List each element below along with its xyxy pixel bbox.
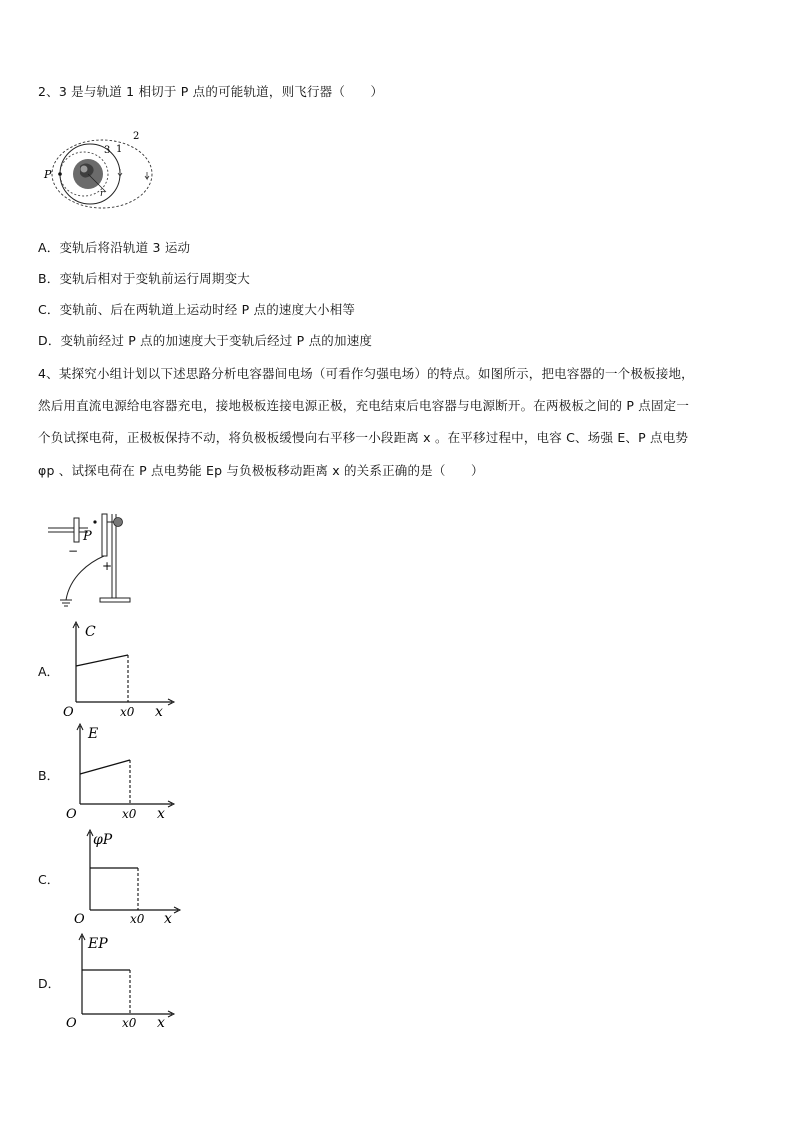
orbit-label-3: 3	[104, 145, 111, 156]
graph-option-d	[60, 930, 180, 1030]
graph-option-c	[60, 826, 185, 926]
question-3-stem: 2、3 是与轨道 1 相切于 P 点的可能轨道，则飞行器（ ）	[38, 84, 384, 99]
option-b: B．变轨后相对于变轨前运行周期变大	[38, 271, 250, 286]
graph-a-x0: x0	[120, 705, 135, 719]
graph-a-xlabel: x	[155, 704, 163, 720]
graph-b-ylabel: E	[88, 726, 99, 742]
graph-option-b-label: B．	[38, 768, 60, 783]
graph-d-xlabel: x	[157, 1015, 165, 1030]
graph-c-ylabel: φP	[93, 832, 113, 848]
question-4-line-1: 4、某探究小组计划以下述思路分析电容器间电场（可看作匀强电场）的特点。如图所示，把电容器的一个极板接地，	[38, 366, 694, 381]
option-d: D．变轨前经过 P 点的加速度大于变轨后经过 P 点的加速度	[38, 333, 373, 348]
graph-c-origin: O	[74, 912, 85, 926]
graph-option-a-label: A．	[38, 664, 60, 679]
capacitor-label-p: P	[83, 529, 92, 544]
graph-b-x0: x0	[122, 807, 137, 821]
option-c: C．变轨前、后在两轨道上运动时经 P 点的速度大小相等	[38, 302, 356, 317]
graph-b-xlabel: x	[157, 806, 165, 822]
graph-a-origin: O	[63, 705, 74, 720]
question-4-line-2: 然后用直流电源给电容器充电，接地极板连接电源正极，充电结束后电容器与电源断开。在两极板之间的 P 点固定一	[38, 398, 690, 413]
orbit-diagram	[40, 122, 160, 214]
orbit-label-1: 1	[116, 144, 123, 155]
orbit-label-2: 2	[133, 131, 140, 142]
question-4-line-3: 个负试探电荷，正极板保持不动，将负极板缓慢向右平移一小段距离 x 。在平移过程中，电容 C、场强 E、P 点电势	[38, 430, 689, 445]
graph-a-ylabel: C	[85, 624, 96, 640]
question-4-line-4: φp 、试探电荷在 P 点电势能 Ep 与负极板移动距离 x 的关系正确的是（ ）	[38, 463, 484, 478]
option-a: A．变轨后将沿轨道 3 运动	[38, 240, 191, 255]
graph-d-x0: x0	[122, 1016, 137, 1030]
graph-d-origin: O	[66, 1016, 77, 1030]
graph-c-xlabel: x	[164, 911, 172, 926]
graph-b-origin: O	[66, 807, 77, 822]
graph-option-d-label: D．	[38, 976, 61, 991]
graph-option-a	[60, 620, 180, 720]
orbit-label-r: r	[100, 189, 105, 199]
graph-d-ylabel: EP	[88, 936, 108, 952]
graph-option-c-label: C．	[38, 872, 60, 887]
graph-option-b	[60, 722, 180, 822]
capacitor-diagram	[40, 500, 150, 610]
capacitor-minus: −	[68, 544, 79, 558]
capacitor-plus: +	[102, 559, 113, 573]
graph-c-x0: x0	[130, 912, 145, 926]
orbit-label-p: P	[44, 168, 52, 181]
